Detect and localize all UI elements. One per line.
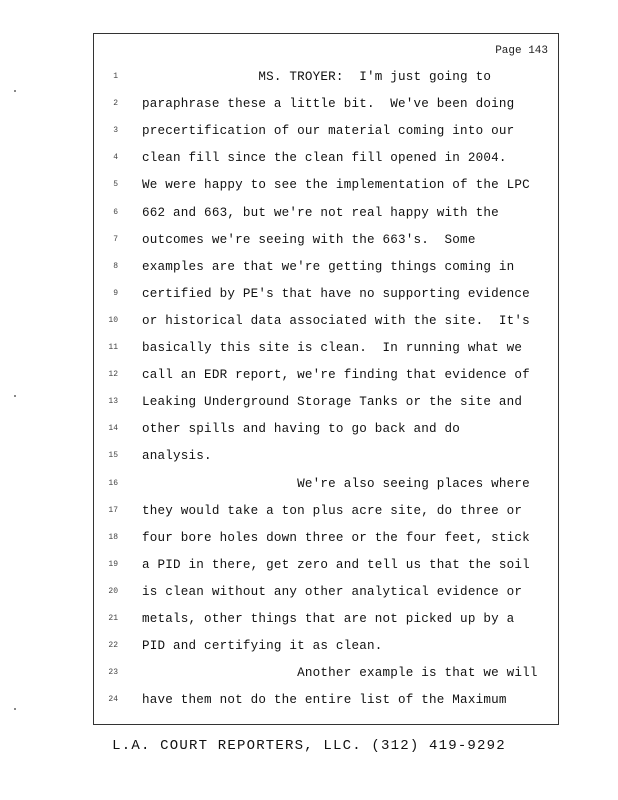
transcript-line: We're also seeing places where (142, 476, 530, 491)
transcript-line: MS. TROYER: I'm just going to (142, 70, 492, 84)
line-number: 14 (108, 424, 118, 434)
line-number: 12 (108, 370, 118, 380)
line-number: 20 (108, 586, 118, 596)
line-number: 16 (108, 478, 118, 488)
transcript-line: certified by PE's that have no supporting evidence (142, 286, 530, 301)
line-number: 11 (108, 343, 118, 352)
transcript-line: precertification of our material coming into our (142, 124, 515, 139)
line-number: 9 (113, 288, 118, 298)
line-number: 13 (108, 397, 118, 407)
transcript-line: a PID in there, get zero and tell us that the soil (142, 557, 530, 572)
transcript-line: clean fill since the clean fill opened in 2004. (142, 151, 507, 166)
transcript-line: four bore holes down three or the four feet, stick (142, 530, 530, 545)
transcript-line: call an EDR report, we're finding that evidence of (142, 368, 530, 383)
scan-speck (14, 708, 16, 710)
transcript-line: examples are that we're getting things coming in (142, 259, 515, 274)
line-number: 15 (108, 451, 118, 461)
transcript-line: other spills and having to go back and do (142, 422, 461, 437)
transcript-line: paraphrase these a little bit. We've been doing (142, 97, 515, 112)
scan-speck (14, 395, 16, 397)
line-number: 19 (108, 559, 118, 569)
line-number: 23 (108, 668, 118, 678)
transcript-line: analysis. (142, 449, 212, 464)
reporter-footer: L.A. COURT REPORTERS, LLC. (312) 419-9292 (112, 738, 506, 754)
transcript-line: have them not do the entire list of the Maximum (142, 693, 507, 708)
transcript-page (93, 33, 559, 725)
scan-speck (14, 90, 16, 92)
transcript-line: Leaking Underground Storage Tanks or the site and (142, 395, 523, 410)
line-number-column (94, 34, 134, 724)
line-number: 22 (108, 641, 118, 651)
line-number: 18 (108, 532, 118, 542)
transcript-line: or historical data associated with the site. It's (142, 313, 530, 328)
line-number: 3 (113, 126, 118, 136)
line-number: 1 (113, 72, 118, 81)
transcript-line: PID and certifying it as clean. (142, 639, 383, 654)
transcript-line: outcomes we're seeing with the 663's. Some (142, 232, 476, 247)
line-number: 4 (113, 153, 118, 163)
line-number: 5 (113, 180, 118, 190)
transcript-line: they would take a ton plus acre site, do three or (142, 503, 523, 518)
transcript-line: basically this site is clean. In running what we (142, 341, 523, 355)
line-number: 24 (108, 695, 118, 705)
line-number: 21 (108, 614, 118, 623)
line-number: 6 (113, 207, 118, 217)
transcript-line: 662 and 663, but we're not real happy with the (142, 205, 499, 220)
line-number: 17 (108, 505, 118, 515)
transcript-line: We were happy to see the implementation of the LPC (142, 178, 530, 193)
line-number: 7 (113, 234, 118, 244)
transcript-line: metals, other things that are not picked up by a (142, 612, 515, 626)
line-number: 2 (113, 99, 118, 109)
line-number: 10 (108, 315, 118, 325)
page-number: Page 143 (495, 45, 548, 57)
transcript-line: is clean without any other analytical evidence or (142, 584, 523, 599)
line-number: 8 (113, 261, 118, 271)
transcript-line: Another example is that we will (142, 666, 538, 681)
